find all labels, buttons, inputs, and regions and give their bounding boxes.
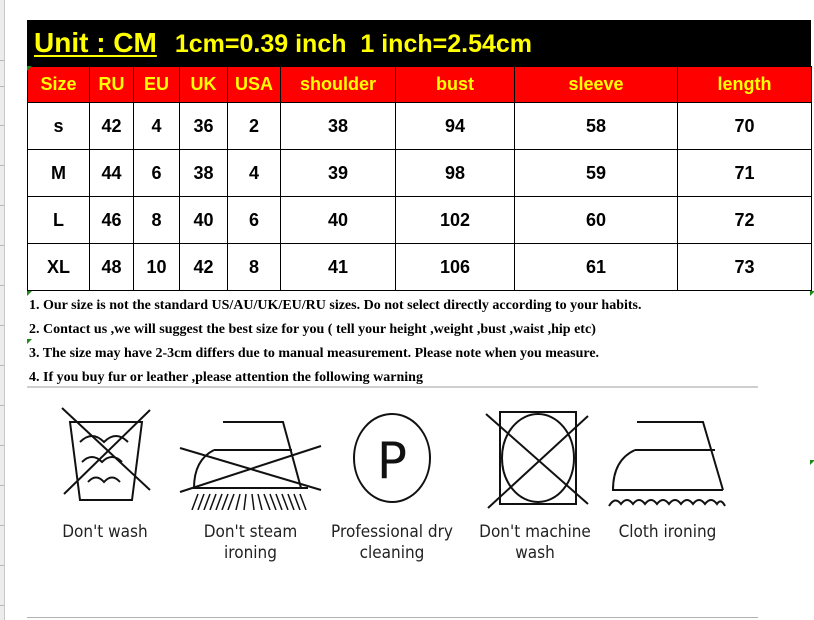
size-chart	[27, 20, 811, 390]
care-instructions	[0, 400, 814, 580]
care-item-professional-dry-clean	[322, 400, 462, 564]
header-ru: RU	[90, 67, 134, 103]
notes-list	[27, 294, 811, 390]
no-wash-icon	[50, 400, 160, 510]
cell-shoulder: 41	[281, 244, 396, 291]
cell-size: s	[28, 103, 90, 150]
note-item: 1. Our size is not the standard US/AU/UK/EU/RU sizes. Do not select directly according to your habits.	[29, 298, 642, 313]
cell-size: L	[28, 197, 90, 244]
professional-dry-clean-icon	[337, 400, 447, 510]
cell-comment-marker	[810, 291, 814, 296]
cell-length: 70	[678, 103, 812, 150]
cell-shoulder: 39	[281, 150, 396, 197]
care-label: Don't steam ironing	[203, 522, 298, 563]
care-label: Professional dry cleaning	[331, 522, 453, 563]
no-steam-iron-icon	[178, 400, 323, 510]
header-bust: bust	[396, 67, 515, 103]
cell-ru: 44	[90, 150, 134, 197]
cell-size: XL	[28, 244, 90, 291]
cell-uk: 36	[180, 103, 228, 150]
header-shoulder: shoulder	[281, 67, 396, 103]
header-length: length	[678, 67, 812, 103]
conversion-label: 1cm=0.39 inch 1 inch=2.54cm	[174, 30, 533, 58]
cell-eu: 4	[134, 103, 180, 150]
table-header-row	[28, 67, 812, 103]
cell-comment-marker	[27, 339, 32, 344]
cell-comment-marker	[27, 291, 32, 296]
cell-bust: 98	[396, 150, 515, 197]
cell-usa: 4	[228, 150, 281, 197]
cell-ru: 42	[90, 103, 134, 150]
cell-sleeve: 60	[515, 197, 678, 244]
cell-size: M	[28, 150, 90, 197]
note-item: 2. Contact us ,we will suggest the best size for you ( tell your height ,weight ,bust ,waist ,hip etc)	[29, 322, 596, 337]
cell-length: 71	[678, 150, 812, 197]
cell-bust: 106	[396, 244, 515, 291]
svg-text:P: P	[376, 432, 408, 490]
cell-uk: 40	[180, 197, 228, 244]
header-eu: EU	[134, 67, 180, 103]
care-label: Cloth ironing	[618, 522, 717, 542]
cell-eu: 8	[134, 197, 180, 244]
cell-usa: 8	[228, 244, 281, 291]
note-item: 4. If you buy fur or leather ,please attention the following warning	[29, 370, 423, 385]
header-size: Size	[28, 67, 90, 103]
cloth-ironing-icon	[605, 400, 730, 510]
care-item-cloth-ironing	[605, 400, 730, 543]
cell-sleeve: 58	[515, 103, 678, 150]
cell-usa: 2	[228, 103, 281, 150]
cell-shoulder: 40	[281, 197, 396, 244]
header-sleeve: sleeve	[515, 67, 678, 103]
table-row	[28, 244, 812, 291]
table-row	[28, 197, 812, 244]
cell-ru: 48	[90, 244, 134, 291]
cell-ru: 46	[90, 197, 134, 244]
cell-shoulder: 38	[281, 103, 396, 150]
title-bar	[27, 20, 811, 66]
cell-eu: 6	[134, 150, 180, 197]
cell-sleeve: 61	[515, 244, 678, 291]
header-uk: UK	[180, 67, 228, 103]
care-item-no-machine-wash	[470, 400, 600, 564]
cell-bust: 94	[396, 103, 515, 150]
header-usa: USA	[228, 67, 281, 103]
care-label: Don't wash	[62, 522, 148, 542]
cell-uk: 38	[180, 150, 228, 197]
care-item-no-wash	[45, 400, 165, 543]
cell-length: 73	[678, 244, 812, 291]
cell-length: 72	[678, 197, 812, 244]
divider	[27, 617, 758, 618]
cell-sleeve: 59	[515, 150, 678, 197]
care-label: Don't machine wash	[479, 522, 591, 563]
cell-comment-marker	[27, 66, 32, 71]
table-row	[28, 103, 812, 150]
no-machine-wash-icon	[480, 400, 590, 510]
cell-uk: 42	[180, 244, 228, 291]
care-item-no-steam-iron	[178, 400, 323, 564]
table-row	[28, 150, 812, 197]
unit-label: Unit : CM	[34, 27, 157, 58]
note-item: 3. The size may have 2-3cm differs due to manual measurement. Please note when you measure.	[29, 346, 600, 361]
cell-bust: 102	[396, 197, 515, 244]
cell-usa: 6	[228, 197, 281, 244]
cell-eu: 10	[134, 244, 180, 291]
divider	[27, 386, 758, 388]
size-table	[27, 66, 812, 291]
